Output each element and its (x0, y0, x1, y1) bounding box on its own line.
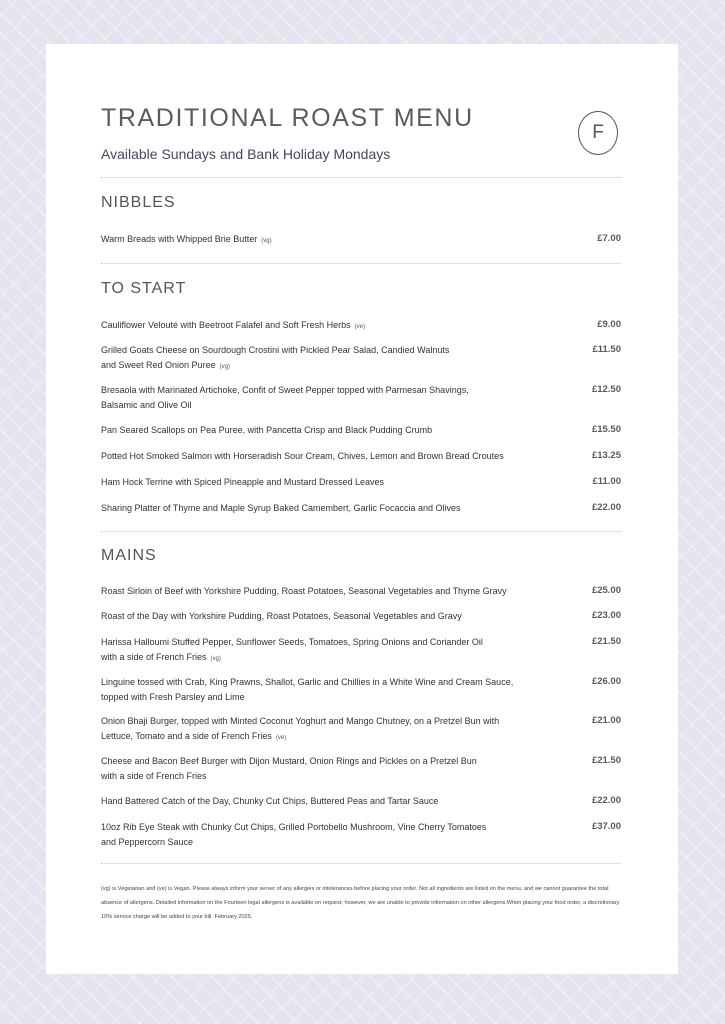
item-price: £37.00 (591, 821, 621, 832)
item-price: £11.50 (592, 344, 621, 355)
diet-tag: (ve) (354, 324, 365, 330)
diet-tag: (ve) (275, 734, 287, 741)
diet-tag: (vg) (219, 363, 230, 370)
item-price: £9.00 (597, 319, 621, 330)
divider (101, 863, 621, 864)
allergen-footnote: (vg) is Vegetarian and (ve) is Vegan. Please always inform your server of any allergies or intolerances before placing your order. Not all ingredients are listed on the menu, and we cannot guarantee the total absence of allergens. Detailed information on the Fourteen legal allergens is available on request; however, we are unable to provide information on other allergens.When placing your food order, a discretionary 10% service charge will be added to your bill. February 2025. (101, 886, 620, 920)
item-price: £21.50 (591, 755, 621, 766)
menu-sheet: TRADITIONAL ROAST MENU Available Sundays and Bank Holiday Mondays F NIBBLES Warm Breads with Whipped Brie Butter (vg) £7.00 TO START Cauliflower Velouté with Beetroot Falafel and Soft Fresh Herbs (ve) £9.00 Grilled Goats Cheese on Sourdough Crostini with Pickled Pear Salad, Candied Walnuts and Sweet Red Onion Puree (vg) £11.50 Bresaola with Marinated Artichoke, Confit of Sweet Pepper topped with Parmesan Shavings, Balsamic and Olive Oil £12.50 Pan Seared Scallops on Pea Puree, with Pancetta Crisp and Black Pudding Crumb £15.50 Potted Hot Smoked Salmon with Horseradish Sour Cream, Chives, Lemon and Brown Bread Croutes £13.25 Ham Hock Terrine with Spiced Pineapple and Mustard Dressed Leaves £11.00 Sharing Platter of Thyme and Maple Syrup Baked Camembert, Garlic Focaccia and Olives £22.00 MAINS Roast Sirloin of Beef with Yorkshire Pudding, Roast Potatoes, Seasonal Vegetables and Thyme Gravy £25.00 Roast of the Day with Yorkshire Pudding, Roast Potatoes, Seasonal Vegetables and Gravy £23.00 Harissa Halloumi Stuffed Pepper, Sunflower Seeds, Tomatoes, Spring Onions and Coriander Oil with a side of French Fries (vg) £21.50 Linguine tossed with Crab, King Prawns, Shallot, Garlic and Chillies in a White Wine and Cream Sauce, topped with Fresh Parsley and Lime £26.00 Onion Bhaji Burger, topped with Minted Coconut Yoghurt and Mango Chutney, on a Pretzel Bun with Lettuce, Tomato and a side of French Fries (ve) £21.00 Cheese and Bacon Beef Burger with Dijon Mustard, Onion Rings and Pickles on a Pretzel Bun with a side of French Fries £21.50 Hand Battered Catch of the Day, Chunky Cut Chips, Buttered Peas and Tartar Sauce £22.00 10oz Rib Eye Steak with Chunky Cut Chips, Grilled Portobello Mushroom, Vine Cherry Tomatoes and Peppercorn Sauce £37.00 (vg) is Vegetarian and (ve) is Vegan. Please always inform your server of any allergies or intolerances before placing your order. Not all ingredients are listed on the menu, and we cannot guarantee the total absence of allergens. Detailed information on the Fourteen legal allergens is available on request; however, we are unable to provide information on other allergens.When placing your food order, a discretionary 10% service charge will be added to your bill. February 2025. (46, 44, 678, 974)
divider (101, 177, 621, 178)
item-price: £22.00 (591, 502, 621, 513)
item-price: £25.00 (591, 585, 621, 596)
item-price: £21.50 (591, 636, 621, 647)
item-price: £15.50 (591, 424, 621, 435)
section-title-nibbles: NIBBLES (101, 194, 176, 211)
item-price: £13.25 (591, 450, 621, 461)
divider (101, 263, 621, 264)
menu-subtitle: Available Sundays and Bank Holiday Mondays (101, 146, 391, 162)
item-price: £26.00 (591, 676, 621, 687)
divider (101, 531, 621, 532)
logo-letter: F (592, 122, 604, 143)
item-price: £12.50 (591, 384, 621, 395)
item-price: £22.00 (591, 795, 621, 806)
item-price: £23.00 (591, 610, 621, 621)
diet-tag: (vg) (261, 238, 272, 244)
section-title-to-start: TO START (101, 280, 187, 297)
menu-title: TRADITIONAL ROAST MENU (101, 104, 474, 132)
brand-logo (578, 111, 618, 155)
diet-tag: (vg) (210, 655, 221, 662)
item-price: £7.00 (597, 233, 621, 244)
item-price: £11.00 (592, 476, 621, 487)
section-title-mains: MAINS (101, 547, 157, 564)
item-price: £21.00 (591, 715, 621, 726)
